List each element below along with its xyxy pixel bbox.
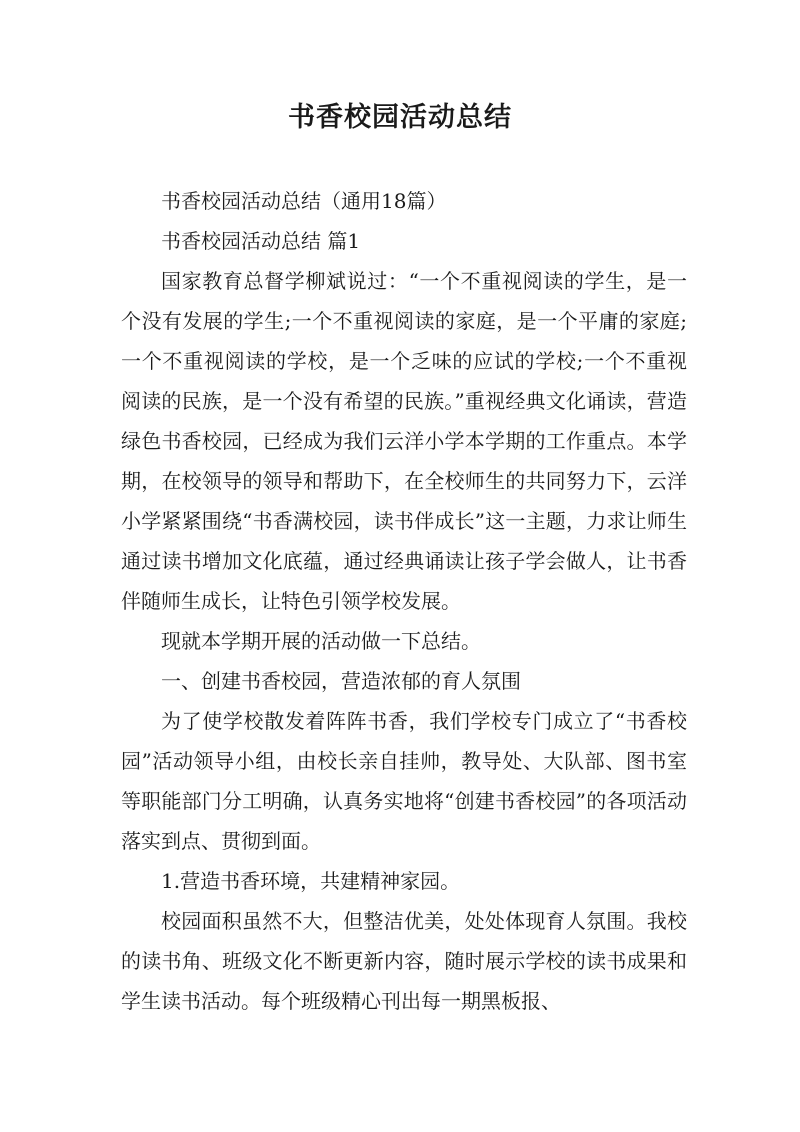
subtitle-paragraph: 书香校园活动总结（通用18篇） xyxy=(161,189,447,213)
body-paragraph: 国家教育总督学柳斌说过：“一个不重视阅读的学生，是一个没有发展的学生;一个不重视阅读的家庭，是一个平庸的家庭;一个不重视阅读的学校，是一个乏味的应试的学校;一个不重视阅读的民族，是一个没有希望的民族。”重视经典文化诵读，营造绿色书香校园，已经成为我们云洋小学本学期的工作重点。本学期，在校领导的领导和帮助下，在全校师生的共同努力下，云洋小学紧紧围绕“书香满校园，读书伴成长”这一主题，力求让师生通过读书增加文化底蕴，通过经典诵读让孩子学会做人，让书香伴随师生成长，让特色引领学校发展。 xyxy=(121,269,687,613)
document-title: 书香校园活动总结 xyxy=(288,102,512,133)
body-paragraph: 为了使学校散发着阵阵书香，我们学校专门成立了“书香校园”活动领导小组，由校长亲自挂帅，教导处、大队部、图书室等职能部门分工明确，认真务实地将“创建书香校园”的各项活动落实到点、贯彻到面。 xyxy=(121,709,687,853)
section-heading-paragraph: 书香校园活动总结 篇1 xyxy=(161,229,361,253)
heading-paragraph: 一、创建书香校园，营造浓郁的育人氛围 xyxy=(161,669,521,693)
document-body xyxy=(121,181,687,1021)
body-paragraph: 校园面积虽然不大，但整洁优美，处处体现育人氛围。我校的读书角、班级文化不断更新内容，随时展示学校的读书成果和学生读书活动。每个班级精心刊出每一期黑板报、 xyxy=(121,909,687,1013)
body-paragraph: 现就本学期开展的活动做一下总结。 xyxy=(161,629,481,653)
subheading-paragraph: 1.营造书香环境，共建精神家园。 xyxy=(161,869,461,893)
